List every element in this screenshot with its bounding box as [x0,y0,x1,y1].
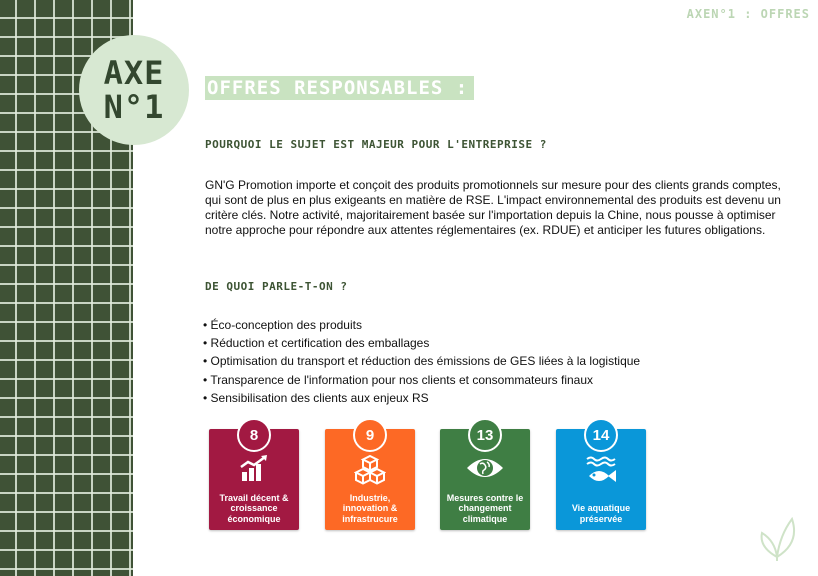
header-tag: AXEN°1 : OFFRES [686,7,810,21]
sdg-label: Industrie, innovation & infrastrucure [342,492,398,524]
section1-heading: POURQUOI LE SUJET EST MAJEUR POUR L'ENTREPRISE ? [205,138,547,151]
sdg-card-13 [440,426,530,530]
eye-globe-icon [465,455,505,481]
sdg-card-8 [209,426,299,530]
sdg-label: Travail décent & croissance économique [219,492,289,524]
sdg-label: Vie aquatique préservée [571,503,631,524]
axe-badge-line2: N°1 [103,88,165,126]
sdg-number: 8 [237,418,271,452]
section2-heading: DE QUOI PARLE-T-ON ? [205,280,348,293]
list-item: • Sensibilisation des clients aux enjeux RS [203,389,640,407]
list-item: • Optimisation du transport et réduction des émissions de GES liées à la logistique [203,352,640,370]
growth-chart-icon [239,455,269,483]
list-item: • Réduction et certification des emballages [203,334,640,352]
page-title: OFFRES RESPONSABLES : [205,76,474,100]
sdg-number: 13 [468,418,502,452]
sdg-number: 9 [353,418,387,452]
fish-waves-icon [583,455,619,485]
list-item: • Transparence de l'information pour nos clients et consommateurs finaux [203,371,640,389]
section1-paragraph: GN'G Promotion importe et conçoit des produits promotionnels sur mesure pour des clients grands comptes, qui sont de plus en plus exigeants en matière de RSE. L'impact environnemental des produits est devenu un critère clés. Notre activité, majoritairement basée sur l'importation depuis la Chine, nous pousse à optimiser notre approche pour répondre aux attentes réglementaires (ex. RDUE) et anticiper les futures obligations. [205,178,781,237]
topic-list [203,316,640,407]
axe-badge-line1: AXE [103,54,165,92]
sdg-card-14 [556,426,646,530]
list-item: • Éco-conception des produits [203,316,640,334]
sdg-label: Mesures contre le changement climatique [446,492,524,524]
sdg-card-9 [325,426,415,530]
leaf-icon [756,513,798,561]
axe-badge [79,35,189,145]
sdg-number: 14 [584,418,618,452]
cubes-icon [354,455,386,485]
